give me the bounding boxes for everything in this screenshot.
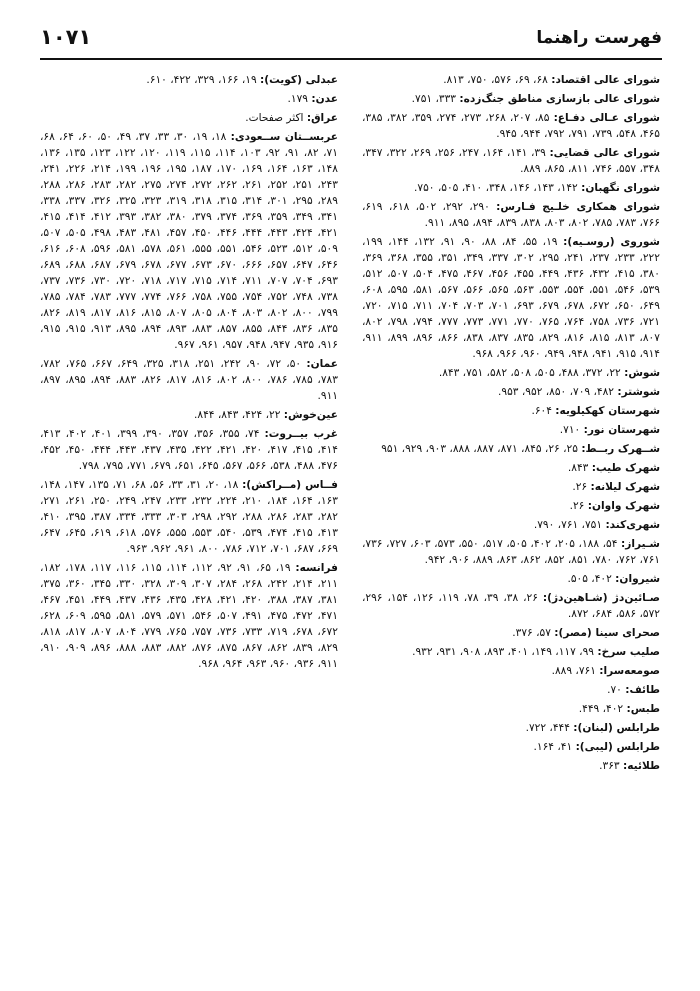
index-entry <box>362 625 660 641</box>
index-term: غرب بیــروت: <box>264 428 338 440</box>
index-pages: ۲۹۰، ۲۹۲، ۵۰۲، ۶۱۸، ۶۱۹، ۷۶۶، ۷۸۳، ۷۸۵، ۸۰۲، ۸۰۳، ۸۳۸، ۸۳۹، ۸۹۴، ۸۹۵، ۹۱۱. <box>362 201 660 229</box>
index-term: شوروی (روسـیه): <box>563 236 660 248</box>
index-term: شــهرک ربــط: <box>581 443 660 455</box>
index-entry <box>362 72 660 88</box>
index-term: عربســتان ســعودی: <box>230 131 339 143</box>
index-term: صحرای سینا (مصر): <box>554 627 660 639</box>
index-entry <box>40 477 338 557</box>
index-entry <box>40 91 338 107</box>
index-entry <box>40 129 338 353</box>
index-entry <box>362 590 660 622</box>
index-entry <box>362 365 660 381</box>
index-pages: ۱۹، ۱۶۶، ۳۲۹، ۴۲۲، ۶۱۰. <box>146 74 257 86</box>
index-entry <box>362 498 660 514</box>
index-pages: ۱۸، ۲۰، ۳۱، ۳۳، ۵۶، ۶۸، ۷۱، ۱۳۵، ۱۴۷، ۱۴۸، ۱۶۳، ۱۶۴، ۱۸۴، ۲۱۰، ۲۲۴، ۲۳۲، ۲۳۳، ۲۴۷، ۲۴۹، ۲۵۰، ۲۶۱، ۲۷۱، ۲۸۲، ۲۸۳، ۲۸۶، ۲۸۸، ۲۹۲، ۲۹۸، ۳۰۳، ۳۳۳، ۳۳۴، ۳۸۷، ۳۹۵، ۴۱۰، ۴۱۳، ۴۱۵، ۴۷۴، ۵۳۹، ۵۴۰، ۵۵۳، ۵۵۵، ۵۷۶، ۶۱۸، ۶۱۹، ۶۴۵، ۶۴۷، ۶۶۹، ۶۸۷، ۷۰۱، ۷۱۲، ۷۸۶، ۸۰۰، ۹۶۱، ۹۶۲، ۹۶۳. <box>40 479 338 555</box>
index-entry <box>362 682 660 698</box>
index-term: شهرک واوان: <box>587 500 660 512</box>
header-rule <box>40 58 662 60</box>
index-pages: ۴۰۲، ۵۰۵. <box>567 573 612 585</box>
index-term: شهرک طیب: <box>591 462 660 474</box>
index-pages: ۷۴، ۳۵۵، ۳۵۶، ۳۵۷، ۳۹۰، ۳۹۹، ۴۰۱، ۴۰۲، ۴۱۳، ۴۱۴، ۴۱۵، ۴۱۷، ۴۲۰، ۴۲۱، ۴۲۲، ۴۳۵، ۴۳۷، ۴۴۳، ۴۴۴، ۴۵۰، ۴۵۲، ۴۷۶، ۴۸۸، ۵۳۸، ۵۶۶، ۵۶۷، ۶۴۵، ۶۵۱، ۶۷۹، ۷۷۱، ۷۹۵، ۷۹۸. <box>40 428 338 472</box>
page-header <box>40 22 662 58</box>
index-pages: ۲۶. <box>572 481 588 493</box>
index-pages: ۸۵، ۲۰۷، ۲۶۸، ۲۷۳، ۲۷۴، ۳۵۹، ۳۸۲، ۳۸۵، ۴۶۵، ۵۴۸، ۷۳۹، ۷۹۱، ۷۹۲، ۹۴۴، ۹۴۵. <box>362 112 660 140</box>
index-term: شورای عـالی دفـاع: <box>553 112 660 124</box>
index-pages: ۷۰. <box>607 684 622 696</box>
index-entry <box>40 356 338 404</box>
index-entry <box>40 426 338 474</box>
index-pages: ۱۴۲، ۱۴۳، ۱۴۶، ۳۴۸، ۴۱۰، ۵۰۵، ۷۵۰. <box>414 182 578 194</box>
index-pages: ۱۸، ۱۹، ۳۰، ۳۳، ۳۷، ۴۹، ۵۰، ۶۰، ۶۴، ۶۸، ۷۱، ۸۲، ۹۱، ۹۲، ۱۰۳، ۱۱۴، ۱۱۵، ۱۱۹، ۱۲۰، ۱۲۲، ۱۲۳، ۱۳۵، ۱۳۶، ۱۴۸، ۱۶۳، ۱۶۴، ۱۶۹، ۱۷۰، ۱۸۷، ۱۹۵، ۱۹۶، ۱۹۹، ۲۱۴، ۲۲۶، ۲۴۱، ۲۴۳، ۲۵۱، ۲۵۲، ۲۶۱، ۲۶۲، ۲۷۲، ۲۷۴، ۲۷۵، ۲۸۲، ۲۸۳، ۲۸۶، ۲۸۸، ۲۸۹، ۲۹۵، ۳۰۱، ۳۱۴، ۳۱۵، ۳۱۸، ۳۱۹، ۳۲۳، ۳۲۵، ۳۲۶، ۳۳۷، ۳۳۸، ۳۴۱، ۳۴۹، ۳۵۹، ۳۶۹، ۳۷۴، ۳۷۹، ۳۸۰، ۳۸۲، ۳۹۳، ۴۱۲، ۴۱۴، ۴۱۵، ۴۲۱، ۴۲۴، ۴۴۳، ۴۴۴، ۴۴۶، ۴۵۰، ۴۵۷، ۴۸۱، ۴۸۳، ۴۹۸، ۵۰۵، ۵۰۷، ۵۰۹، ۵۱۲، ۵۲۳، ۵۴۶، ۵۵۱، ۵۵۵، ۵۶۱، ۵۷۸، ۵۸۱، ۵۹۶، ۶۰۸، ۶۱۶، ۶۴۶، ۶۴۷، ۶۵۷، ۶۶۶، ۶۷۰، ۶۷۳، ۶۷۷، ۶۷۸، ۶۷۹، ۶۸۷، ۶۸۸، ۶۸۹، ۶۹۳، ۷۰۴، ۷۰۷، ۷۱۱، ۷۱۴، ۷۱۵، ۷۱۷، ۷۱۸، ۷۲۰، ۷۳۰، ۷۳۶، ۷۳۷، ۷۳۸، ۷۴۸، ۷۵۲، ۷۵۴، ۷۵۵، ۷۵۸، ۷۶۶، ۷۷۴، ۷۷۷، ۷۸۳، ۷۸۴، ۷۸۵، ۷۹۹، ۸۰۰، ۸۰۲، ۸۰۳، ۸۰۴، ۸۰۵، ۸۰۷، ۸۱۵، ۸۱۶، ۸۱۷، ۸۱۹، ۸۲۶، ۸۳۵، ۸۳۶، ۸۴۴، ۸۵۵، ۸۵۷، ۸۸۳، ۸۹۳، ۸۹۴، ۸۹۵، ۹۱۳، ۹۱۵، ۹۱۵، ۹۱۶، ۹۳۵، ۹۴۷، ۹۴۸، ۹۵۷، ۹۶۱، ۹۶۷. <box>40 131 338 351</box>
index-term: شـیراز: <box>621 538 660 550</box>
index-pages: ۵۴، ۱۸۸، ۲۰۵، ۴۰۲، ۵۰۵، ۵۱۷، ۵۵۰، ۵۷۳، ۶۰۳، ۷۲۷، ۷۳۶، ۷۶۱، ۷۶۲، ۷۸۰، ۸۵۱، ۸۵۲، ۸۶۲، ۸۶۳، ۸۸۹، ۹۰۶، ۹۴۲. <box>362 538 660 566</box>
index-entry <box>362 145 660 177</box>
index-entry <box>362 517 660 533</box>
index-pages: ۸۴۳. <box>567 462 589 474</box>
index-pages: ۱۷۹. <box>287 93 308 105</box>
index-term: شیروان: <box>615 573 660 585</box>
index-pages: ۴۸۲، ۷۰۹، ۸۵۰، ۹۵۲، ۹۵۳. <box>498 386 614 398</box>
index-entry <box>40 407 338 423</box>
index-entry <box>362 403 660 419</box>
index-term: شهری‌کند: <box>605 519 660 531</box>
index-pages: ۵۷، ۳۷۶. <box>512 627 551 639</box>
index-pages: ۳۹، ۱۴۱، ۱۶۴، ۲۴۷، ۲۵۶، ۲۶۹، ۳۲۲، ۳۴۷، ۳۴۸، ۵۵۷، ۷۴۶، ۸۱۱، ۸۶۵، ۸۸۹. <box>362 147 660 175</box>
index-pages: ۴۱، ۱۶۴. <box>533 741 573 753</box>
index-entry <box>40 110 338 126</box>
index-pages: ۱۹، ۵۵، ۸۴، ۸۸، ۹۰، ۹۱، ۱۳۲، ۱۴۴، ۱۹۹، ۲۲۲، ۲۳۳، ۲۳۷، ۲۴۱، ۲۹۵، ۳۰۲، ۳۳۷، ۳۴۹، ۳۵۱، ۳۵۵، ۳۶۸، ۳۶۹، ۳۸۰، ۴۱۵، ۴۳۲، ۴۳۶، ۴۴۹، ۴۵۵، ۴۵۶، ۴۶۷، ۴۷۵، ۵۰۴، ۵۰۷، ۵۱۲، ۵۳۹، ۵۴۶، ۵۵۱، ۵۵۴، ۵۵۳، ۵۶۳، ۵۶۵، ۵۶۶، ۵۶۷، ۵۸۱، ۵۹۵، ۶۰۸، ۶۴۹، ۶۵۰، ۶۷۲، ۶۷۸، ۶۷۹، ۶۹۳، ۷۰۱، ۷۰۳، ۷۰۴، ۷۱۱، ۷۱۵، ۷۲۰، ۷۲۱، ۷۳۶، ۷۵۸، ۷۶۴، ۷۶۵، ۷۷۰، ۷۷۱، ۷۷۳، ۷۷۷، ۷۹۴، ۷۹۸، ۸۰۲، ۸۰۷، ۸۱۳، ۸۱۵، ۸۱۶، ۸۲۹، ۸۳۵، ۸۳۷، ۸۳۸، ۸۶۶، ۸۹۶، ۸۹۹، ۹۱۱، ۹۱۴، ۹۱۵، ۹۴۱، ۹۴۸، ۹۴۹، ۹۶۰، ۹۶۶، ۹۶۸. <box>362 236 660 360</box>
index-entry <box>362 180 660 196</box>
index-entry <box>362 739 660 755</box>
index-term: صـائین‌دژ (شـاهین‌دژ): <box>542 592 661 604</box>
index-term: شوشتر: <box>617 386 660 398</box>
index-pages: ۲۶، ۳۸، ۳۹، ۷۸، ۱۱۹، ۱۲۶، ۱۵۴، ۲۹۶، ۵۷۲، ۵۸۶، ۶۸۴، ۸۷۲. <box>362 592 660 620</box>
index-term: شورای همکاری خلـیج فـارس: <box>496 201 660 213</box>
index-pages: ۶۰۴. <box>531 405 552 417</box>
index-entry <box>362 644 660 660</box>
index-entry <box>362 110 660 142</box>
index-entry <box>362 234 660 362</box>
index-entry <box>362 758 660 774</box>
index-entry <box>362 701 660 717</box>
page-number: ۱۰۷۱ <box>40 25 92 49</box>
index-term: عدن: <box>311 93 338 105</box>
index-term: طائف: <box>625 684 660 696</box>
index-entry <box>362 199 660 231</box>
index-pages: ۲۲، ۳۷۲، ۴۸۸، ۵۰۵، ۵۰۸، ۵۸۲، ۷۵۱، ۸۴۳. <box>438 367 621 379</box>
index-term: طرابلس (لبنان): <box>573 722 660 734</box>
index-pages: ۳۶۳. <box>599 760 620 772</box>
index-pages: ۷۵۱، ۷۶۱، ۷۹۰. <box>533 519 603 531</box>
index-pages: ۹۹، ۱۱۷، ۱۴۹، ۴۰۱، ۸۹۳، ۹۰۸، ۹۳۱، ۹۳۲. <box>412 646 594 658</box>
index-pages: ۱۹، ۶۵، ۹۱، ۹۲، ۱۱۲، ۱۱۴، ۱۱۵، ۱۱۶، ۱۱۷، ۱۷۸، ۱۸۲، ۲۱۱، ۲۱۴، ۲۴۲، ۲۶۸، ۲۸۴، ۳۰۷، ۳۰۹، ۳۲۸، ۳۳۰، ۳۴۵، ۳۶۰، ۳۷۵، ۳۸۱، ۳۸۷، ۳۸۸، ۴۲۰، ۴۲۱، ۴۲۸، ۴۳۵، ۴۳۶، ۴۳۷، ۴۴۹، ۴۵۱، ۴۶۷، ۴۷۱، ۴۷۲، ۴۷۵، ۴۹۱، ۵۰۷، ۵۴۶، ۵۷۱، ۵۷۹، ۵۸۱، ۵۹۵، ۶۰۹، ۶۲۸، ۶۷۲، ۶۷۸، ۷۱۹، ۷۳۳، ۷۳۶، ۷۵۷، ۷۶۵، ۷۷۹، ۸۰۴، ۸۰۷، ۸۱۷، ۸۱۸، ۸۲۹، ۸۳۹، ۸۶۲، ۸۶۷، ۸۷۵، ۸۷۶، ۸۸۲، ۸۸۳، ۸۸۸، ۸۹۶، ۹۰۹، ۹۱۰، ۹۱۱، ۹۳۶، ۹۶۰، ۹۶۳، ۹۶۴، ۹۶۸. <box>40 562 338 670</box>
index-term: شوش: <box>624 367 660 379</box>
index-entry <box>362 384 660 400</box>
index-term: طلائیه: <box>623 760 660 772</box>
index-term: عبدلی (کویت): <box>260 74 338 86</box>
index-term: شورای نگهبان: <box>581 182 660 194</box>
index-entry <box>362 91 660 107</box>
index-pages: ۲۶. <box>569 500 585 512</box>
index-entry <box>362 720 660 736</box>
index-term: طبس: <box>626 703 660 715</box>
index-term: صلیب سرخ: <box>597 646 660 658</box>
index-pages: ۲۲، ۴۲۴، ۸۴۳، ۸۴۴. <box>194 409 281 421</box>
index-column-left <box>40 72 338 672</box>
index-entry <box>40 560 338 672</box>
index-term: شورای عالی قضایی: <box>549 147 661 159</box>
index-entry <box>40 72 338 88</box>
index-entry <box>362 441 660 457</box>
index-pages: ۲۵، ۲۶، ۸۴۵، ۸۷۱، ۸۸۷، ۸۸۸، ۹۰۳، ۹۲۹، ۹۵۱ <box>381 443 578 455</box>
index-term: شورای عالی اقتصاد: <box>551 74 660 86</box>
index-entry <box>362 536 660 568</box>
index-pages: ۷۱۰. <box>559 424 581 436</box>
index-term: عراق: <box>306 112 338 124</box>
index-term: شهرستان نور: <box>583 424 660 436</box>
index-entry <box>362 422 660 438</box>
index-pages: ۴۰۲، ۴۴۹. <box>578 703 624 715</box>
index-term: شورای عالی بازسازی مناطق جنگ‌زده: <box>459 93 660 105</box>
index-term: عمان: <box>306 358 338 370</box>
index-term: فــاس (مــراکش): <box>242 479 338 491</box>
index-term: فرانسه: <box>295 562 338 574</box>
index-term: طرابلس (لیبی): <box>575 741 660 753</box>
index-pages: ۵۰، ۷۲، ۹۰، ۲۴۲، ۲۵۱، ۳۱۸، ۳۲۵، ۶۴۹، ۶۶۷، ۷۶۵، ۷۸۲، ۷۸۳، ۷۸۵، ۷۸۶، ۸۰۰، ۸۰۲، ۸۱۶، ۸۱۷، ۸۲۶، ۸۸۳، ۸۹۴، ۸۹۵، ۸۹۷، ۹۱۱. <box>40 358 338 402</box>
header-title: فهرست راهنما <box>536 28 662 48</box>
index-column-right <box>362 72 660 774</box>
index-pages: ۴۴۴، ۷۲۲. <box>525 722 570 734</box>
index-term: عین‌خوش: <box>283 409 338 421</box>
index-term: صومعه‌سرا: <box>599 665 660 677</box>
index-entry <box>362 460 660 476</box>
index-entry <box>362 571 660 587</box>
index-entry <box>362 663 660 679</box>
index-term: شهرک لیلانه: <box>590 481 660 493</box>
index-entry <box>362 479 660 495</box>
index-term: شهرستان کهکیلویه: <box>555 405 660 417</box>
index-pages: ۷۶۱، ۸۸۹. <box>551 665 596 677</box>
index-pages: ۶۸، ۶۹، ۵۷۶، ۷۵۰، ۸۱۳. <box>443 74 548 86</box>
index-pages: اکثر صفحات. <box>245 112 304 124</box>
index-pages: ۳۳۳، ۷۵۱. <box>411 93 456 105</box>
